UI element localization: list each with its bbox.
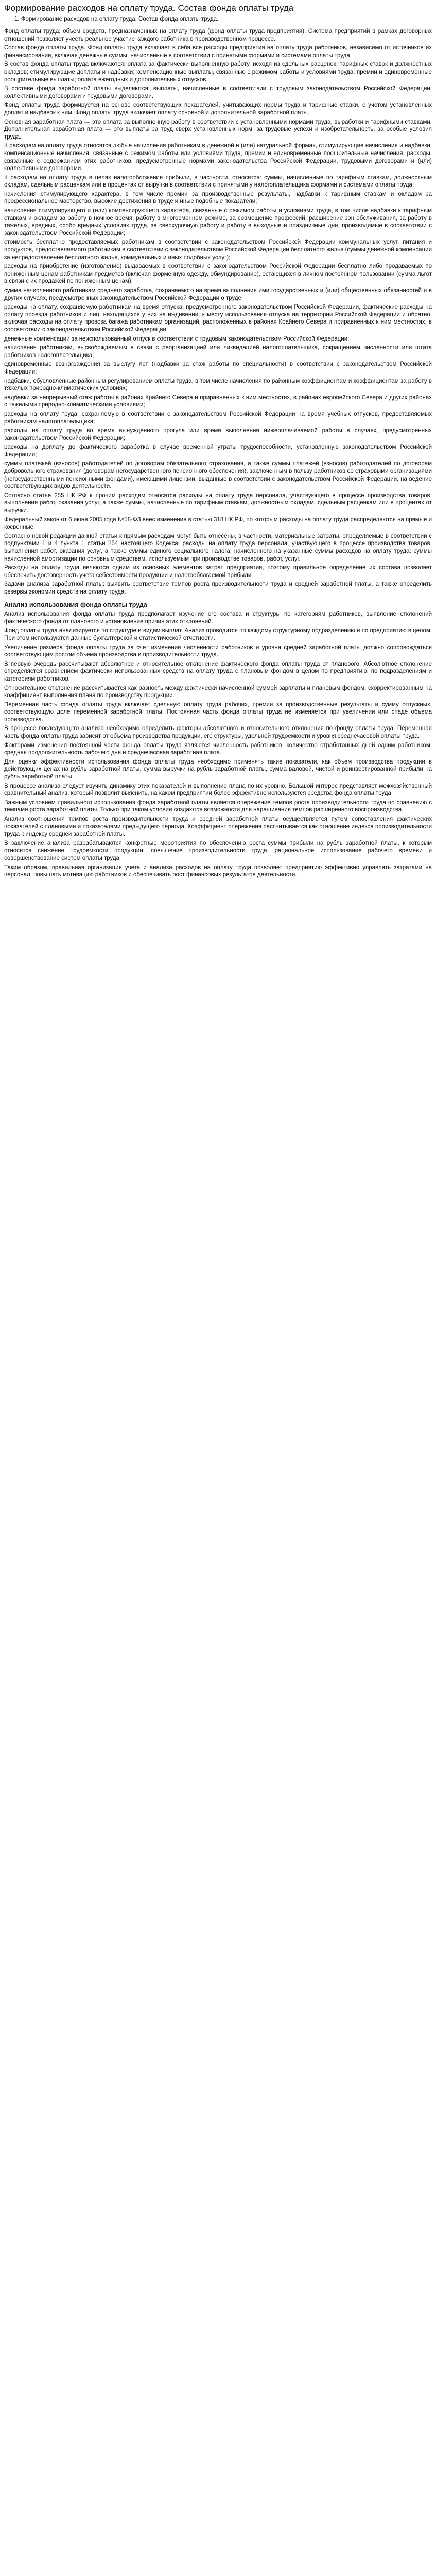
paragraph: начисления стимулирующего и (или) компенсирующего характера, связанные с режимом работы и условиями труда, в том числе надбавки к тарифным ставкам и окладам за работу в ночное время, работу в многосменном режиме, за совмещение профессий, расширение зон обслуживания, за работу в тяжелых, вредных, особо вредных условиях труда, за сверхурочную работу и работу в выходные и праздничные дни, производимые в соответствии с законодательством Российской Федерации; — [4, 208, 432, 236]
paragraph: К расходам на оплату труда в целях налогообложения прибыли, в частности, относятся: суммы, начисленные по тарифным ставкам, должностным окладам, сдельным расценкам или в процентах от выручки в соответствии с принятыми у налогоплательщика формами и системами оплаты труда; — [4, 174, 432, 189]
paragraph: начисления работникам, высвобождаемым в связи с реорганизацией или ликвидацией налогоплательщика, сокращением численности или штата работников налогоплательщика; — [4, 345, 432, 359]
paragraph: Важным условием правильного использования фонда заработной платы является опережение темпов роста производительности труда по сравнению с темпами роста заработной платы. Только при таком условии создаются возможности для наращивания темпов расширенного воспроизводства. — [4, 799, 432, 814]
paragraph: расходы на приобретение (изготовление) выдаваемых в соответствии с законодательством Российской Федерации бесплатно либо продаваемых по пониженным ценам работникам предметов (включая форменную одежду, обмундирование), остающихся в личном постоянном пользовании (сумма льгот в связи с их продажей по пониженным ценам); — [4, 263, 432, 285]
paragraph: К расходам на оплату труда относятся любые начисления работникам в денежной и (или) натуральной формах, стимулирующие начисления и надбавки, компенсационные начисления, связанные с режимом работы или условиями труда, премии и единовременные поощрительные начисления, расходы, связанные с содержанием этих работников, предусмотренные нормами законодательства Российской Федерации, трудовыми договорами и (или) коллективными договорами. — [4, 143, 432, 172]
paragraph: В процессе анализа следует изучить динамику этих показателей и выполнение плана по их уровню. Большой интерес представляет межхозяйственный сравнительный анализ, который позволит выяснить, на каком предприятии более эффективно используются средства фонда оплаты труда. — [4, 783, 432, 797]
table-of-contents — [14, 15, 432, 23]
paragraph: Факторами изменения постоянной части фонда оплаты труда являются численность работников, количество отработанных дней одним работником, средняя продолжительность рабочего дня и среднечасовая заработная плата. — [4, 742, 432, 756]
paragraph: Переменная часть фонда оплаты труда включает сдельную оплату труда рабочих, премии за производственные результаты и сумму отпускных, соответствующую доле переменной заработной платы. Постоянная часть фонда оплаты труда не изменяется при увеличении или спаде объема производства. — [4, 701, 432, 723]
paragraph: сумма начисленного работникам среднего заработка, сохраняемого на время выполнения ими государственных и (или) общественных обязанностей и в других случаях, предусмотренных законодательством Российской Федерации о труде; — [4, 287, 432, 301]
paragraph: Задачи анализа заработной платы: выявить соответствие темпов роста производительности труда и средней заработной платы, а также определить резервы экономии средств на оплату труда. — [4, 581, 432, 595]
paragraph: надбавки за непрерывный стаж работы в районах Крайнего Севера и приравненных к ним местностях, в районах европейского Севера и других районах с тяжелыми природно-климатическими условиями; — [4, 394, 432, 409]
paragraph: денежные компенсации за неиспользованный отпуск в соответствии с трудовым законодательством Российской Федерации; — [4, 335, 350, 342]
paragraph: расходы на оплату, сохраняемую работникам на время отпуска, предусмотренного законодательством Российской Федерации, фактические расходы на оплату проезда работников и лиц, находящихся у них на иждивении, к месту использования отпуска на территории Российской Федерации и обратно, включая расходы на оплату провоза багажа работникам организаций, расположенных в районах Крайнего Севера и приравненных к ним местностях, в соответствии с законодательством Российской Федерации; — [4, 304, 432, 333]
document-body — [4, 28, 432, 596]
paragraph: расходы на оплату труда, сохраняемую в соответствии с законодательством Российской Федерации на время учебных отпусков, предоставляемых работникам налогоплательщика; — [4, 411, 432, 425]
paragraph: надбавки, обусловленные районным регулированием оплаты труда, в том числе начисления по районным коэффициентам и коэффициентам за работу в тяжелых природно-климатических условиях; — [4, 378, 432, 392]
paragraph: Увеличение размера фонда оплаты труда за счет изменения численности работников и уровня средней заработной платы должно сопровождаться соответствующим ростом объема производства и производительности труда. — [4, 644, 432, 658]
paragraph: В состав фонда оплаты труда включаются: оплата за фактически выполненную работу, исходя из сдельных расценок, тарифных ставок и должностных окладов; стимулирующие доплаты и надбавки; компенсационные выплаты, связанные с режимом работы и условиями труда; премии и единовременные поощрительные выплаты; оплата ежегодных и дополнительных отпусков. — [4, 61, 432, 83]
paragraph: Расходы на оплату труда являются одним из основных элементов затрат предприятия, поэтому правильное определение их состава позволяет обеспечить достоверность учета себестоимости продукции и налогооблагаемой прибыли. — [4, 565, 432, 579]
paragraph: стоимость бесплатно предоставляемых работникам в соответствии с законодательством Российской Федерации коммунальных услуг, питания и продуктов, предоставляемого работникам в соответствии с законодательством Российской Федерации бесплатного жилья (суммы денежной компенсации за непредоставление бесплатного жилья, коммунальных и иных подобных услуг); — [4, 239, 432, 261]
paragraph: В заключение анализа разрабатываются конкретные мероприятия по обеспечению роста суммы прибыли на рубль заработной платы, к которым относятся снижение трудоемкости продукции, повышение производительности труда, рациональное использование рабочего времени и совершенствование систем оплаты труда. — [4, 840, 432, 861]
section-heading: Анализ использования фонда оплаты труда — [4, 601, 147, 608]
paragraph: В составе фонда заработной платы выделяются: выплаты, начисленные в соответствии с трудовым законодательством Российской Федерации, коллективными договорами и трудовыми договорами. — [4, 86, 432, 99]
paragraph: Относительное отклонение рассчитывается как разность между фактически начисленной суммой зарплаты и плановым фондом, скорректированным на коэффициент выполнения плана по производству продукции. — [4, 685, 432, 699]
paragraph: Федеральный закон от 6 июня 2005 года №58-ФЗ внес изменения в статью 318 НК РФ, по которым расходы на оплату труда распределяются на прямые и косвенные. — [4, 516, 432, 531]
paragraph: Основная заработная плата — это оплата за выполненную работу в соответствии с установленными нормами труда, выработки и тарифными ставками. Дополнительная заработная плата — это выплаты за труд сверх установленных норм, за трудовые успехи и изобретательность, за особые условия труда. — [4, 118, 432, 140]
document-page — [0, 0, 436, 886]
document-body-continued — [4, 611, 432, 879]
paragraph: начисления стимулирующего характера, в том числе премии за производственные результаты, надбавки к тарифным ставкам и окладам за профессиональное мастерство, высокие достижения в труде и иные подобные показатели; — [4, 191, 432, 205]
paragraph: единовременные вознаграждения за выслугу лет (надбавки за стаж работы по специальности) в соответствии с законодательством Российской Федерации; — [4, 361, 432, 375]
paragraph: В первую очередь рассчитывают абсолютное и относительное отклонение фактического фонда оплаты труда от планового. Абсолютное отклонение определяется сравнением фактически использованных средств на оплату труда с плановым фондом в целом по предприятию, по подразделениям и категориям работников. — [4, 660, 432, 682]
paragraph: расходы на доплату до фактического заработка в случае временной утраты трудоспособности, установленную законодательством Российской Федерации; — [4, 444, 432, 458]
paragraph: Для оценки эффективности использования фонда оплаты труда необходимо применять такие показатели, как объем производства продукции в действующих ценах на рубль заработной платы, сумма выручки на рубль заработной платы, сумма валовой, чистой и реинвестированной прибыли на рубль заработной платы. — [4, 758, 432, 781]
paragraph: Анализ соотношения темпов роста производительности труда и средней заработной платы осуществляется путем сопоставления фактических показателей с плановыми и показателями предыдущего периода. Коэффициент опережения рассчитывается как отношение индекса производительности труда к индексу средней заработной платы. — [4, 816, 432, 838]
paragraph: Таким образом, правильная организация учета и анализа расходов на оплату труда позволяет предприятию эффективно управлять затратами на персонал, повышать мотивацию работников и обеспечивать рост финансовых результатов деятельности. — [4, 864, 432, 878]
toc-link[interactable]: 1. Формирование расходов на оплату труда. Состав фонда оплаты труда. — [14, 16, 219, 22]
paragraph: Фонд оплаты труда формируется на основе соответствующих показателей, учитывающих нормы труда и тарифные ставки, с учетом установленных доплат и надбавок к ним. Фонд оплаты труда включает оплату основной и дополнительной заработной платы. — [4, 102, 432, 116]
paragraph: Анализ использования фонда оплаты труда предполагает изучение его состава и структуры по категориям работников, выявление отклонений фактического фонда от планового и установление причин этих отклонений. — [4, 611, 432, 625]
toc-item[interactable] — [14, 15, 432, 23]
paragraph: Согласно статье 255 НК РФ к прочим расходам относятся расходы на оплату труда персонала, участвующего в процессе производства товаров, выполнения работ, оказания услуг, а также суммы, начисленные по тарифным ставкам, должностным окладам, сдельным расценкам или в процентах от выручки. — [4, 492, 432, 514]
page-title: Формирование расходов на оплату труда. Состав фонда оплаты труда — [4, 3, 294, 13]
paragraph: Согласно новой редакции данной статьи к прямым расходам могут быть отнесены, в частности, материальные затраты, определяемые в соответствии с подпунктами 1 и 4 пункта 1 статьи 254 настоящего Кодекса; расходы на оплату труда персонала, участвующего в процессе производства товаров, выполнения работ, оказания услуг, а также суммы единого социального налога, начисленного на указанные суммы расходов на оплату труда; суммы начисленной амортизации по основным средствам, используемым при производстве товаров, работ, услуг. — [4, 533, 432, 562]
paragraph: Фонд оплаты труда анализируется по структуре и видам выплат. Анализ проводится по каждому структурному подразделению и по предприятию в целом. При этом используются данные бухгалтерской и статистической отчетности. — [4, 628, 432, 641]
paragraph: расходы на оплату труда во время вынужденного прогула или время выполнения нижеоплачиваемой работы в случаях, предусмотренных законодательством Российской Федерации; — [4, 428, 432, 442]
paragraph: суммы платежей (взносов) работодателей по договорам обязательного страхования, а также суммы платежей (взносов) работодателей по договорам добровольного страхования (договорам негосударственного пенсионного обеспечения), заключенным в пользу работников со страховыми организациями (негосударственными пенсионными фондами), имеющими лицензии, выданные в соответствии с законодательством Российской Федерации, на ведение соответствующих видов деятельности. — [4, 461, 432, 490]
paragraph: Фонд оплаты труда; объем средств, предназначенных на оплату труда (фонд оплаты труда предприятия). Система предприятий в рамках договорных отношений позволяет учесть реальное участие каждого работника в производственном процессе. — [4, 28, 432, 42]
paragraph: Состав фонда оплаты труда. Фонд оплаты труда включает в себя все расходы предприятия на оплату труда работников, независимо от источников их финансирования, включая денежные суммы, начисленные в соответствии с принятыми формами и системами оплаты труда. — [4, 45, 432, 59]
paragraph: В процессе последующего анализа необходимо определить факторы абсолютного и относительного отклонения по фонду оплаты труда. Переменная часть фонда оплаты труда зависит от объема производства продукции, его структуры, удельной трудоемкости и уровня среднечасовой оплаты труда. — [4, 725, 432, 740]
